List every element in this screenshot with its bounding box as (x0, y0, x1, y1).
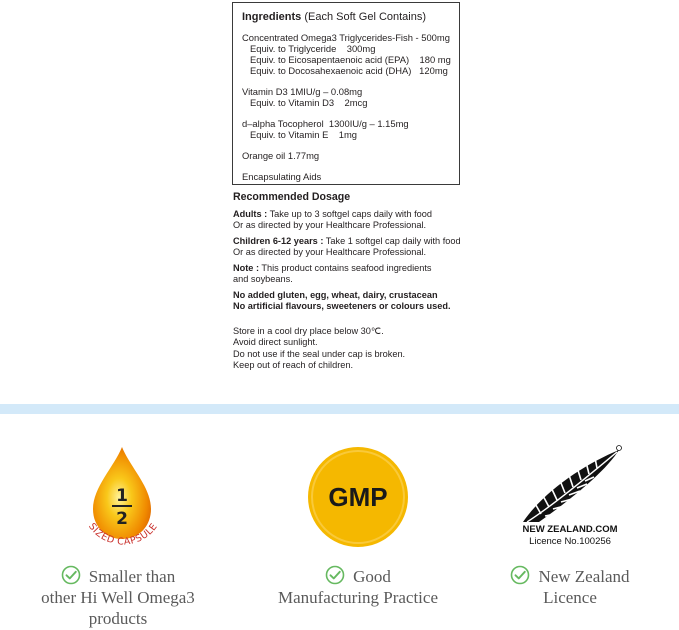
new-zealand-fern-icon (515, 442, 625, 547)
fraction-denominator: 2 (116, 509, 128, 529)
vitamin-e-ingredient: d–alpha Tocopherol 1300IU/g – 1.15mg Equiv. to Vitamin E 1mg (242, 118, 409, 140)
nz-licence-caption: New Zealand Licence (485, 565, 655, 608)
ingredients-box (232, 2, 460, 185)
check-circle-icon (325, 565, 345, 585)
dosage-adults: Adults : Take up to 3 softgel caps daily with food Or as directed by your Healthcare Professional. (233, 208, 432, 230)
allergen-warning: No added gluten, egg, wheat, dairy, crustacean (233, 289, 438, 300)
check-circle-icon (61, 565, 81, 585)
recommended-dosage (233, 192, 493, 372)
feature-nz-licence (485, 430, 655, 630)
section-divider-band (0, 404, 679, 414)
feature-gmp (258, 430, 458, 630)
additive-warning: No artificial flavours, sweeteners or colours used. (233, 301, 451, 311)
gmp-seal-icon (303, 442, 413, 552)
nz-brand-text: NEW ZEALAND.COM (522, 524, 618, 535)
dosage-title: Recommended Dosage (233, 191, 351, 203)
vitamin-d3-ingredient: Vitamin D3 1MIU/g – 0.08mg Equiv. to Vitamin D3 2mcg (242, 86, 368, 108)
omega3-ingredient: Concentrated Omega3 Triglycerides-Fish - 500mg Equiv. to Triglyceride 300mg Equiv. to Eicosapentaenoic acid (EPA) 180 mg Equiv. to Docosahexaenoic acid (DHA) 120mg (242, 32, 451, 76)
feature-half-capsule (28, 430, 208, 630)
gmp-text: GMP (328, 482, 388, 512)
dosage-children: Children 6-12 years : Take 1 softgel cap daily with food Or as directed by your Healthcare Professional. (233, 235, 461, 257)
sized-capsule-arc-text: SIZED CAPSULE (86, 521, 160, 548)
check-circle-icon (510, 565, 530, 585)
licence-number-text: Licence No.100256 (529, 536, 611, 547)
dosage-note: Note : This product contains seafood ingredients and soybeans. (233, 262, 432, 284)
ingredients-title: Ingredients (Each Soft Gel Contains) (242, 11, 427, 23)
encapsulating-aids-ingredient: Encapsulating Aids (242, 171, 322, 182)
half-capsule-icon (78, 445, 168, 557)
half-capsule-caption: Smaller than other Hi Well Omega3 products (41, 567, 195, 628)
orange-oil-ingredient: Orange oil 1.77mg (242, 150, 320, 161)
gmp-caption: Good Manufacturing Practice (277, 567, 438, 607)
storage-instructions: Store in a cool dry place below 30℃. Avoid direct sunlight. Do not use if the seal under cap is broken. Keep out of reach of children. (233, 325, 406, 370)
fraction-numerator: 1 (116, 486, 128, 506)
